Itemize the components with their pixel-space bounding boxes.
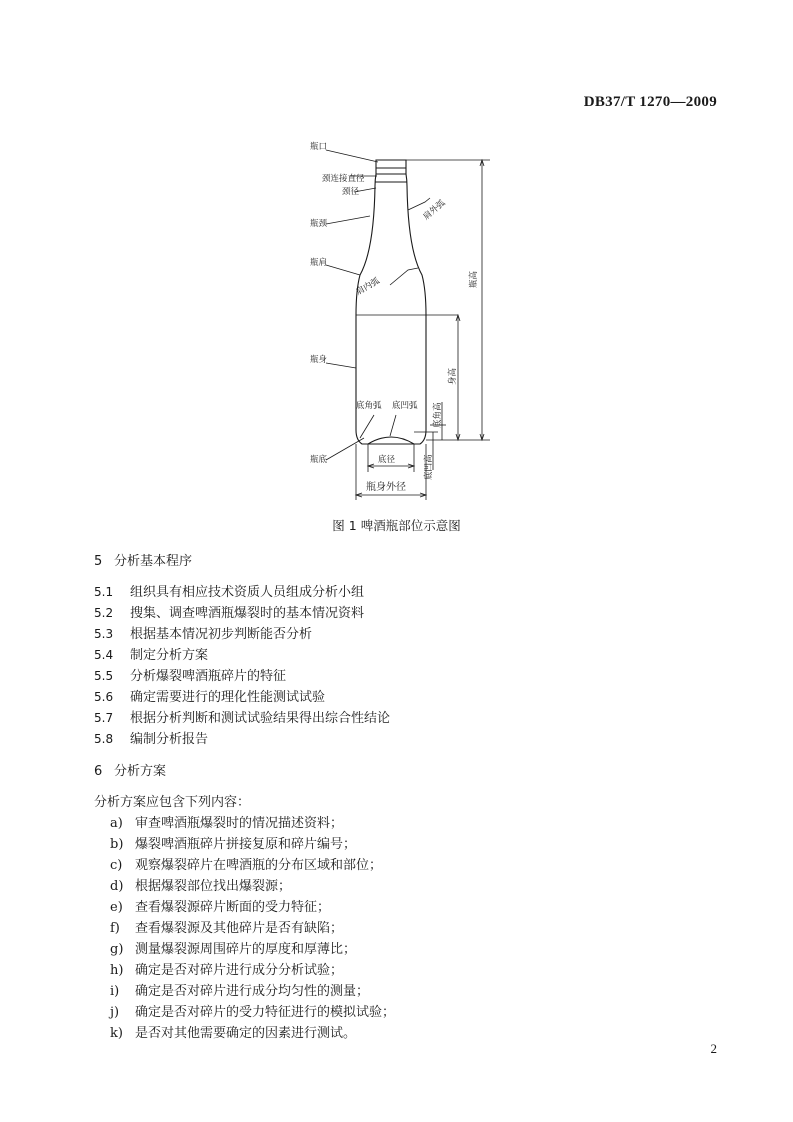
- bottle-diagram-svg: [290, 140, 510, 505]
- item-label: i): [110, 984, 120, 999]
- item-label: f): [110, 921, 120, 936]
- list-item-b: [110, 833, 356, 852]
- section-title: 分析方案: [114, 764, 167, 779]
- item-label: c): [110, 858, 123, 873]
- list-item-f: [110, 917, 343, 936]
- item-text: 查看爆裂源碎片断面的受力特征；: [135, 900, 331, 915]
- clause-number: 5.2: [94, 606, 114, 620]
- list-item-k: [110, 1022, 356, 1041]
- list-item-g: [110, 938, 356, 957]
- clause-number: 5.8: [94, 732, 114, 746]
- item-text: 确定是否对碎片的受力特征进行的模拟试验；: [135, 1005, 396, 1020]
- figure-caption: 图 1 啤酒瓶部位示意图: [332, 518, 461, 533]
- section-title: 分析基本程序: [114, 554, 193, 569]
- label-shoulder: 瓶肩: [310, 258, 328, 268]
- label-neck-diameter: 颈径: [342, 187, 360, 197]
- label-base-corner-arc: 底角弧: [356, 401, 382, 411]
- page-number: 2: [710, 1041, 717, 1056]
- item-label: e): [110, 900, 123, 915]
- label-mouth: 瓶口: [310, 142, 328, 152]
- list-item-d: [110, 875, 291, 894]
- clause-text: 组织具有相应技术资质人员组成分析小组: [130, 585, 365, 600]
- clause-5-2: [94, 602, 364, 621]
- list-item-e: [110, 896, 330, 915]
- clause-number: 5.4: [94, 648, 114, 662]
- standard-number: DB37/T 1270—2009: [583, 94, 717, 110]
- clause-text: 制定分析方案: [130, 648, 209, 663]
- item-label: d): [110, 879, 124, 894]
- item-text: 审查啤酒瓶爆裂时的情况描述资料；: [135, 816, 344, 831]
- item-text: 确定是否对碎片进行成分分析试验；: [135, 963, 344, 978]
- label-body-height: 身高: [448, 367, 458, 385]
- clause-text: 根据分析判断和测试试验结果得出综合性结论: [130, 711, 391, 726]
- item-text: 确定是否对碎片进行成分均匀性的测量；: [135, 984, 370, 999]
- item-text: 观察爆裂碎片在啤酒瓶的分布区域和部位；: [135, 858, 383, 873]
- list-item-c: [110, 854, 382, 873]
- clause-5-5: [94, 665, 286, 684]
- section-number: 5: [94, 554, 103, 569]
- label-base-diameter: 底径: [378, 455, 396, 465]
- section-5-heading: [94, 550, 192, 569]
- bottle-diagram: [290, 140, 510, 505]
- list-item-j: [110, 1001, 395, 1020]
- label-base-corner-height: 底角高: [433, 402, 443, 428]
- section-6-intro: 分析方案应包含下列内容：: [94, 795, 251, 810]
- item-label: b): [110, 837, 124, 852]
- item-text: 是否对其他需要确定的因素进行测试。: [135, 1026, 357, 1041]
- clause-text: 搜集、调查啤酒瓶爆裂时的基本情况资料: [130, 606, 365, 621]
- label-body-outer-diameter: 瓶身外径: [366, 482, 406, 493]
- section-6-heading: [94, 760, 166, 779]
- label-height: 瓶高: [469, 270, 479, 288]
- clause-5-7: [94, 707, 390, 726]
- item-label: g): [110, 942, 124, 957]
- item-text: 测量爆裂源周围碎片的厚度和厚薄比；: [135, 942, 357, 957]
- label-base-concave-height: 底凹高: [424, 454, 434, 480]
- base-concave-arc: [368, 437, 414, 444]
- label-shoulder-outer-arc: 肩外弧: [421, 198, 448, 223]
- label-base: 瓶底: [310, 455, 328, 465]
- label-base-concave-arc: 底凹弧: [392, 401, 418, 411]
- clause-text: 分析爆裂啤酒瓶碎片的特征: [130, 669, 287, 684]
- label-neck-joint-diameter: 颈连接直径: [322, 174, 365, 184]
- clause-text: 编制分析报告: [130, 732, 209, 747]
- clause-5-1: [94, 581, 364, 600]
- section-number: 6: [94, 764, 103, 779]
- label-shoulder-inner-arc: 肩内弧: [354, 276, 382, 298]
- clause-text: 确定需要进行的理化性能测试试验: [130, 690, 326, 705]
- clause-number: 5.6: [94, 690, 114, 704]
- item-text: 根据爆裂部位找出爆裂源；: [135, 879, 292, 894]
- clause-text: 根据基本情况初步判断能否分析: [130, 627, 313, 642]
- clause-number: 5.3: [94, 627, 114, 641]
- clause-5-8: [94, 728, 208, 747]
- item-text: 查看爆裂源及其他碎片是否有缺陷；: [135, 921, 344, 936]
- clause-number: 5.7: [94, 711, 114, 725]
- clause-5-6: [94, 686, 325, 705]
- clause-number: 5.1: [94, 585, 114, 599]
- clause-5-4: [94, 644, 208, 663]
- item-label: k): [110, 1026, 123, 1041]
- clause-number: 5.5: [94, 669, 114, 683]
- clause-5-3: [94, 623, 312, 642]
- list-item-h: [110, 959, 343, 978]
- item-label: a): [110, 816, 123, 831]
- item-label: j): [110, 1005, 120, 1020]
- list-item-a: [110, 812, 343, 831]
- item-label: h): [110, 963, 124, 978]
- label-neck: 瓶颈: [310, 219, 328, 229]
- list-item-i: [110, 980, 369, 999]
- label-body: 瓶身: [310, 355, 328, 365]
- item-text: 爆裂啤酒瓶碎片拼接复原和碎片编号；: [135, 837, 357, 852]
